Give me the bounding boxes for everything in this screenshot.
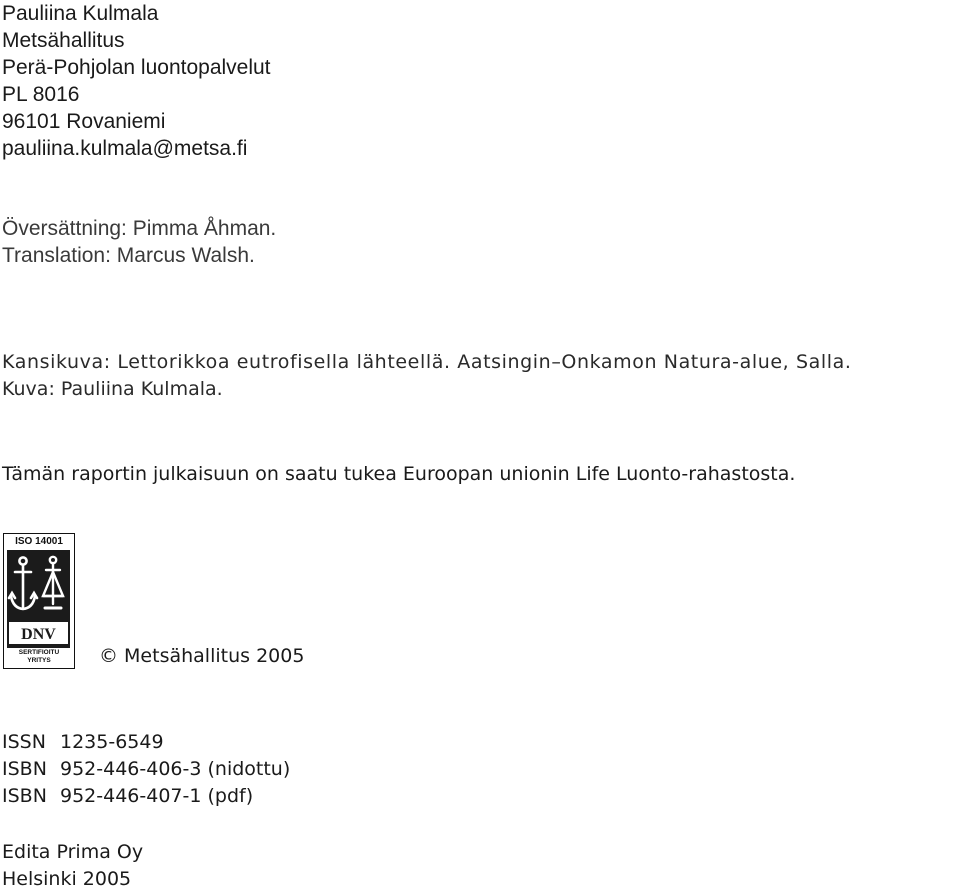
organization-name: Metsähallitus — [2, 29, 125, 52]
publication-identifiers — [2, 729, 290, 810]
badge-caption-line-2: YRITYS — [27, 657, 51, 664]
identifier-row — [2, 756, 290, 783]
email-address: pauliina.kulmala@metsa.fi — [2, 137, 248, 160]
badge-caption-line-1: SERTIFIOITU — [18, 649, 60, 656]
identifier-value: 952-446-407-1 (pdf) — [60, 785, 254, 807]
identifier-value: 952-446-406-3 (nidottu) — [60, 758, 291, 780]
scales-icon — [43, 557, 63, 608]
po-box: PL 8016 — [2, 83, 80, 106]
identifier-value: 1235-6549 — [60, 731, 164, 753]
cover-caption — [2, 349, 852, 403]
identifier-label: ISBN — [2, 758, 47, 780]
iso-certification-badge — [3, 533, 75, 669]
cover-caption-line-1: Kansikuva: Lettorikkoa eutrofisella lähteellä. Aatsingin–Onkamon Natura-alue, Salla. — [2, 351, 852, 373]
cover-caption-line-2: Kuva: Pauliina Kulmala. — [2, 378, 223, 400]
funding-text: Tämän raportin julkaisuun on saatu tukea Euroopan unionin Life Luonto-rahastosta. — [2, 463, 796, 485]
unit-name: Perä-Pohjolan luontopalvelut — [2, 56, 271, 79]
iso-standard-label: ISO 14001 — [15, 536, 63, 547]
english-translation: Translation: Marcus Walsh. — [2, 244, 255, 267]
identifier-row — [2, 729, 290, 756]
certifier-logo-text: DNV — [21, 626, 56, 643]
print-place-year: Helsinki 2005 — [2, 868, 132, 890]
identifier-row — [2, 783, 290, 810]
printer-name: Edita Prima Oy — [2, 841, 144, 863]
identifier-label: ISSN — [2, 731, 46, 753]
author-name: Pauliina Kulmala — [2, 2, 159, 25]
anchor-icon — [9, 557, 37, 609]
badge-emblem-graphic — [7, 550, 70, 648]
badge-emblem — [7, 550, 70, 648]
translation-credits — [2, 215, 276, 269]
postal-city: 96101 Rovaniemi — [2, 110, 166, 133]
badge-caption — [4, 649, 74, 665]
swedish-translation: Översättning: Pimma Åhman. — [2, 217, 277, 240]
identifier-label: ISBN — [2, 785, 47, 807]
contact-block — [2, 0, 271, 162]
printer-info — [2, 839, 143, 893]
funding-note — [2, 461, 795, 488]
copyright-notice: © Metsähallitus 2005 — [99, 645, 305, 667]
